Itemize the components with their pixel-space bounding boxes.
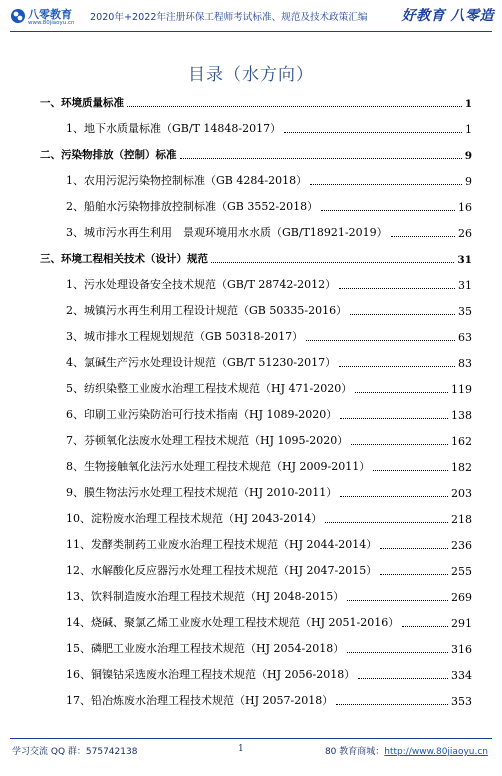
toc-leader-dots (310, 184, 462, 185)
toc-entry-label: 16、铜镍钴采选废水治理工程技术规范（HJ 2056-2018） (66, 668, 356, 681)
toc-item-entry[interactable] (66, 172, 472, 188)
brand-logo[interactable] (10, 6, 90, 32)
toc-entry-label: 13、饮料制造废水治理工程技术规范（HJ 2048-2015） (66, 590, 345, 603)
qq-group-number: 575742138 (85, 747, 138, 757)
toc-leader-dots (340, 496, 448, 497)
toc-item-entry[interactable] (66, 640, 472, 656)
toc-entry-page: 316 (451, 643, 472, 656)
toc-entry-label: 二、污染物排放（控制）标准 (40, 149, 177, 161)
toc-leader-dots (180, 158, 462, 159)
toc-leader-dots (306, 340, 455, 341)
toc-item-entry[interactable] (66, 588, 472, 604)
brand-url: www.80jiaoyu.cn (28, 20, 75, 26)
toc-leader-dots (284, 132, 462, 133)
toc-entry-page: 255 (451, 565, 472, 578)
toc-section-entry[interactable] (40, 94, 472, 110)
toc-entry-label: 2、船舶水污染物排放控制标准（GB 3552-2018） (66, 200, 319, 213)
toc-entry-label: 17、铅冶炼废水治理工程技术规范（HJ 2057-2018） (66, 694, 334, 707)
toc-item-entry[interactable] (66, 562, 472, 578)
toc-entry-page: 162 (451, 435, 472, 448)
shop-link[interactable]: http://www.80jiaoyu.cn (384, 747, 488, 757)
toc-entry-label: 11、发酵类制药工业废水治理工程技术规范（HJ 2044-2014） (66, 538, 378, 551)
toc-leader-dots (339, 288, 455, 289)
toc-item-entry[interactable] (66, 614, 472, 630)
toc-leader-dots (340, 418, 448, 419)
toc-item-entry[interactable] (66, 302, 472, 318)
toc-entry-page: 16 (458, 201, 472, 214)
toc-leader-dots (127, 106, 462, 107)
toc-item-entry[interactable] (66, 432, 472, 448)
toc-entry-page: 182 (451, 461, 472, 474)
toc-item-entry[interactable] (66, 536, 472, 552)
toc-entry-label: 6、印刷工业污染防治可行技术指南（HJ 1089-2020） (66, 408, 338, 421)
toc-leader-dots (211, 262, 454, 263)
toc-entry-page: 119 (451, 383, 472, 396)
toc-entry-page: 9 (465, 175, 472, 188)
toc-entry-label: 5、纺织染整工业废水治理工程技术规范（HJ 471-2020） (66, 382, 353, 395)
toc-entry-page: 26 (458, 227, 472, 240)
brand-logo-icon (10, 8, 26, 24)
brand-slogan: 好教育 八零造 (401, 8, 494, 24)
toc-entry-page: 1 (465, 123, 472, 136)
toc-item-entry[interactable] (66, 510, 472, 526)
toc-leader-dots (347, 600, 448, 601)
toc-entry-page: 236 (451, 539, 472, 552)
toc-entry-page: 203 (451, 487, 472, 500)
toc-entry-page: 31 (457, 254, 472, 266)
toc-entry-page: 9 (464, 150, 472, 162)
toc-leader-dots (321, 210, 455, 211)
toc-section-entry[interactable] (40, 146, 472, 162)
page-footer (0, 744, 502, 760)
toc-leader-dots (350, 314, 455, 315)
toc-leader-dots (402, 626, 448, 627)
toc-item-entry[interactable] (66, 120, 472, 136)
toc-entry-page: 35 (458, 305, 472, 318)
toc-item-entry[interactable] (66, 380, 472, 396)
toc-entry-label: 1、污水处理设备安全技术规范（GB/T 28742-2012） (66, 278, 337, 291)
toc-entry-label: 8、生物接触氧化法污水处理工程技术规范（HJ 2009-2011） (66, 460, 371, 473)
toc-item-entry[interactable] (66, 198, 472, 214)
toc-leader-dots (391, 236, 455, 237)
toc-leader-dots (351, 444, 448, 445)
qq-group-label: 学习交流 QQ 群： (12, 747, 86, 757)
toc-entry-label: 3、城市污水再生利用 景观环境用水水质（GB/T18921-2019） (66, 226, 388, 239)
toc-entry-page: 1 (464, 98, 472, 110)
toc-entry-label: 1、农用污泥污染物控制标准（GB 4284-2018） (66, 174, 308, 187)
toc-section-entry[interactable] (40, 250, 472, 266)
toc-entry-page: 291 (451, 617, 472, 630)
toc-entry-label: 三、环境工程相关技术（设计）规范 (40, 253, 208, 265)
toc-item-entry[interactable] (66, 354, 472, 370)
toc-leader-dots (355, 392, 448, 393)
toc-entry-page: 83 (458, 357, 472, 370)
toc-entry-page: 31 (458, 279, 472, 292)
toc-entry-page: 138 (451, 409, 472, 422)
toc-leader-dots (336, 704, 448, 705)
toc-item-entry[interactable] (66, 692, 472, 708)
toc-entry-label: 10、淀粉废水治理工程技术规范（HJ 2043-2014） (66, 512, 323, 525)
brand-name: 八零教育 (28, 8, 72, 21)
qq-group-info (12, 744, 137, 757)
page-header (0, 0, 502, 34)
shop-info (325, 744, 488, 757)
document-series-title: 2020年+2022年注册环保工程师考试标准、规范及技术政策汇编 (90, 12, 368, 23)
toc-leader-dots (339, 366, 455, 367)
toc-entry-label: 9、膜生物法污水处理工程技术规范（HJ 2010-2011） (66, 486, 338, 499)
toc-leader-dots (373, 470, 448, 471)
toc-item-entry[interactable] (66, 224, 472, 240)
toc-entry-label: 一、环境质量标准 (40, 97, 124, 109)
toc-leader-dots (380, 548, 448, 549)
toc-entry-label: 3、城市排水工程规划规范（GB 50318-2017） (66, 330, 304, 343)
shop-label: 80 教育商城： (324, 747, 385, 757)
toc-item-entry[interactable] (66, 458, 472, 474)
toc-leader-dots (347, 652, 448, 653)
toc-leader-dots (380, 574, 448, 575)
toc-entry-label: 7、芬顿氧化法废水处理工程技术规范（HJ 1095-2020） (66, 434, 349, 447)
toc-entry-label: 15、磷肥工业废水治理工程技术规范（HJ 2054-2018） (66, 642, 345, 655)
toc-item-entry[interactable] (66, 406, 472, 422)
toc-entry-label: 12、水解酸化反应器污水处理工程技术规范（HJ 2047-2015） (66, 564, 378, 577)
toc-entry-page: 218 (451, 513, 472, 526)
toc-entry-page: 269 (451, 591, 472, 604)
toc-item-entry[interactable] (66, 666, 472, 682)
toc-entry-page: 334 (451, 669, 472, 682)
toc-entry-label: 14、烧碱、聚氯乙烯工业废水处理工程技术规范（HJ 2051-2016） (66, 616, 400, 629)
toc-entry-label: 1、地下水质量标准（GB/T 14848-2017） (66, 122, 282, 135)
toc-entry-page: 63 (458, 331, 472, 344)
toc-item-entry[interactable] (66, 276, 472, 292)
footer-divider (10, 738, 492, 739)
toc-entry-label: 4、氯碱生产污水处理设计规范（GB/T 51230-2017） (66, 356, 337, 369)
toc-item-entry[interactable] (66, 328, 472, 344)
toc-leader-dots (358, 678, 448, 679)
toc-leader-dots (325, 522, 448, 523)
toc-entry-page: 353 (451, 695, 472, 708)
toc-item-entry[interactable] (66, 484, 472, 500)
header-divider (10, 31, 492, 32)
page-number: 1 (238, 744, 244, 754)
page-title: 目录（水方向） (188, 65, 314, 85)
toc-entry-label: 2、城镇污水再生利用工程设计规范（GB 50335-2016） (66, 304, 348, 317)
